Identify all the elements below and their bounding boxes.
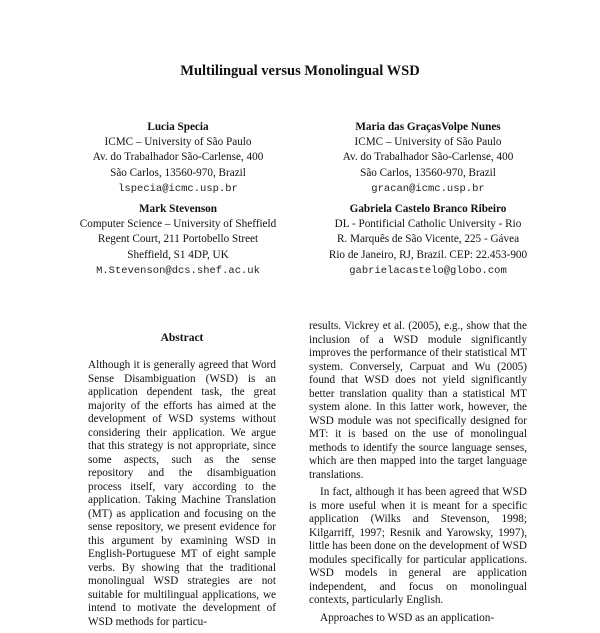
abstract-column bbox=[88, 359, 276, 633]
abstract-heading: Abstract bbox=[160, 332, 204, 344]
abstract-text: Although it is generally agreed that Word Sense Disambiguation (WSD) is an application dependent task, the great majority of the efforts has aimed at the development of WSD systems without considering their application. We argue that this strategy is not appropriate, since some aspects, such as the sense repository and the disambiguation process itself, vary according to the application. Taking Machine Translation (MT) as application and focusing on the sense repository, we present evidence for this argument by examining WSD in English-Portuguese MT of eight sample verbs. By showing that the traditional monolingual WSD strategies are not suitable for multilingual applications, we intend to motivate the development of WSD methods for particu- bbox=[88, 359, 276, 628]
author-email[interactable]: M.Stevenson@dcs.shef.ac.uk bbox=[96, 264, 260, 277]
author-address: Av. do Trabalhador São-Carlense, 400 bbox=[342, 151, 514, 164]
body-paragraph: results. Vickrey et al. (2005), e.g., show that the inclusion of a WSD module significantly improves the performance of their statistical MT system. Conversely, Carpuat and Wu (2005) found that WSD does not yield significantly better translation quality than a statistical MT system alone. In this latter work, however, the WSD module was not specifically designed for MT: it is based on the use of monolingual methods to identify the source language senses, which are then mapped into the target language translations. bbox=[309, 320, 527, 481]
author-affiliation: Computer Science – University of Sheffield bbox=[79, 218, 277, 231]
author-affiliation: ICMC – University of São Paulo bbox=[104, 136, 252, 149]
author-block bbox=[53, 120, 303, 197]
author-name: Gabriela Castelo Branco Ribeiro bbox=[349, 203, 507, 215]
author-name: Mark Stevenson bbox=[138, 203, 217, 215]
paper-title: Multilingual versus Monolingual WSD bbox=[180, 63, 420, 79]
author-address: Sheffield, S1 4DP, UK bbox=[127, 248, 229, 261]
body-paragraph: Approaches to WSD as an application- bbox=[320, 611, 495, 624]
author-name: Maria das GraçasVolpe Nunes bbox=[355, 121, 501, 133]
author-address: São Carlos, 13560-970, Brazil bbox=[110, 166, 246, 179]
author-address: São Carlos, 13560-970, Brazil bbox=[360, 166, 496, 179]
author-block bbox=[303, 120, 553, 197]
author-block bbox=[303, 202, 553, 279]
body-column bbox=[309, 320, 527, 629]
author-affiliation: ICMC – University of São Paulo bbox=[354, 136, 502, 149]
author-email[interactable]: lspecia@icmc.usp.br bbox=[118, 182, 238, 195]
author-address: Rio de Janeiro, RJ, Brazil. CEP: 22.453-900 bbox=[328, 248, 528, 261]
author-block bbox=[53, 202, 303, 279]
author-name: Lucia Specia bbox=[147, 121, 209, 133]
author-address: R. Marquês de São Vicente, 225 - Gávea bbox=[336, 233, 520, 246]
author-affiliation: DL - Pontificial Catholic University - Rio bbox=[334, 218, 522, 231]
author-address: Regent Court, 211 Portobello Street bbox=[97, 233, 259, 246]
author-email[interactable]: gracan@icmc.usp.br bbox=[371, 182, 485, 195]
body-paragraph: In fact, although it has been agreed that WSD is more useful when it is meant for a specific application (Wilks and Stevenson, 1998; Kilgarriff, 1997; Resnik and Yarowsky, 1997), little has been done on the development of WSD modules specifically for particular applications. WSD models in general are application independent, and focus on monolingual contexts, particularly English. bbox=[309, 486, 527, 606]
author-email[interactable]: gabrielacastelo@globo.com bbox=[349, 264, 507, 277]
author-address: Av. do Trabalhador São-Carlense, 400 bbox=[92, 151, 264, 164]
